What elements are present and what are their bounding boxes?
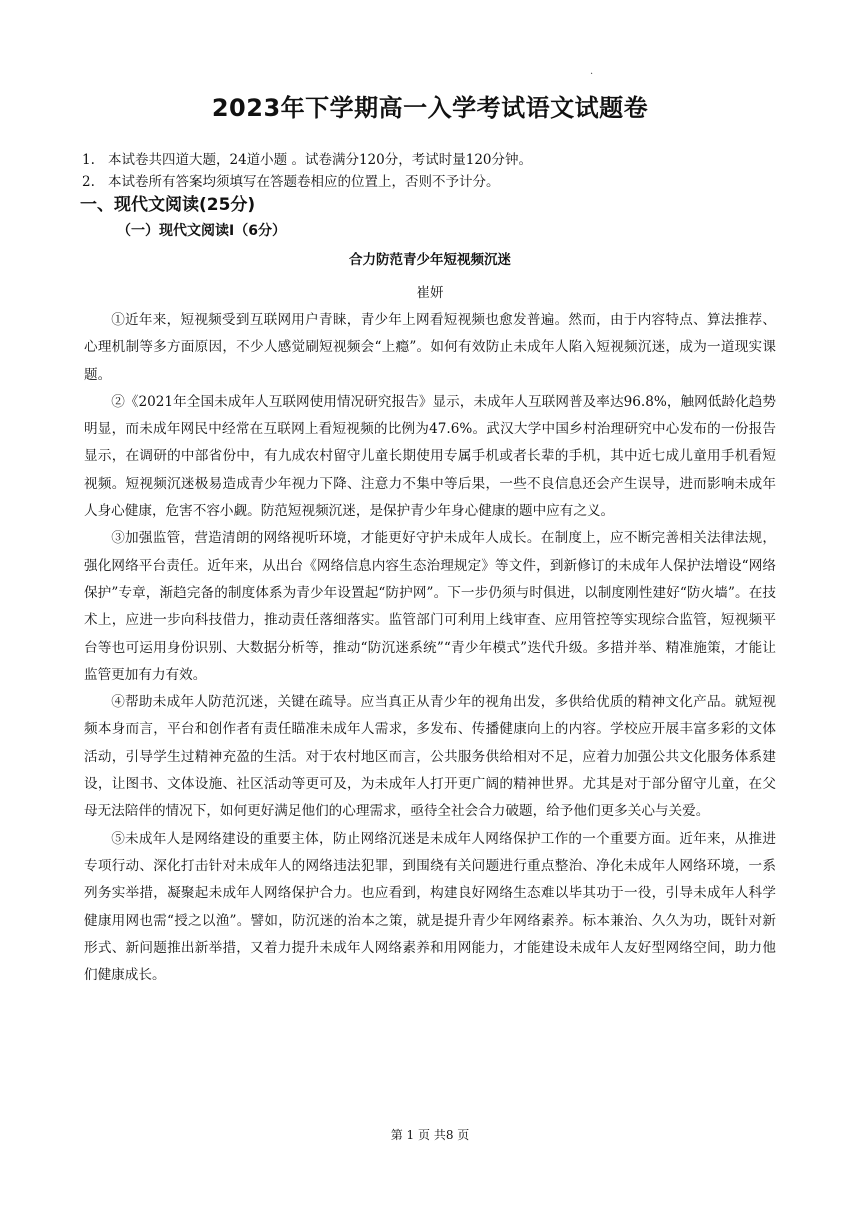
- instruction-number: 2.: [82, 174, 95, 190]
- article-paragraph: ①近年来，短视频受到互联网用户青睐，青少年上网看短视频也愈发普遍。然而，由于内容特点、算法推荐、心理机制等多方面原因，不少人感觉刷短视频会“上瘾”。如何有效防止未成年人陷入短视频沉迷，成为一道现实课题。: [84, 312, 776, 383]
- instruction-text: 本试卷共四道大题，24道小题 。试卷满分120分，考试时量120分钟。: [108, 152, 533, 168]
- article-paragraph: ④帮助未成年人防范沉迷，关键在疏导。应当真正从青少年的视角出发，多供给优质的精神文化产品。就短视频本身而言，平台和创作者有责任瞄准未成年人需求，多发布、传播健康向上的内容。学校应开展丰富多彩的文体活动，引导学生过精神充盈的生活。对于农村地区而言，公共服务供给相对不足，应着力加强公共文化服务体系建设，让图书、文体设施、社区活动等更可及，为未成年人打开更广阔的精神世界。尤其是对于部分留守儿童，在父母无法陪伴的情况下，如何更好满足他们的心理需求，亟待全社会合力破题，给予他们更多关心与关爱。: [84, 694, 776, 820]
- instruction-number: 1.: [82, 152, 95, 168]
- exam-title: 2023年下学期高一入学考试语文试题卷: [211, 94, 649, 122]
- page-footer: 第 1 页 共8 页: [390, 1128, 470, 1142]
- instruction-text: 本试卷所有答案均须填写在答题卷相应的位置上，否则不予计分。: [108, 174, 500, 190]
- section-heading: 一、现代文阅读(25分): [80, 195, 256, 215]
- instruction-item: [82, 172, 782, 192]
- article-paragraph: ⑤未成年人是网络建设的重要主体，防止网络沉迷是未成年人网络保护工作的一个重要方面。近年来，从推进专项行动、深化打击针对未成年人的网络违法犯罪，到围绕有关问题进行重点整治、净化未成年人网络环境，一系列务实举措，凝聚起未成年人网络保护合力。也应看到，构建良好网络生态难以毕其功于一役，引导未成年人科学健康用网也需“授之以渔”。譬如，防沉迷的治本之策，就是提升青少年网络素养。标本兼治、久久为功，既针对新形式、新问题推出新举措，又着力提升未成年人网络素养和用网能力，才能建设未成年人友好型网络空间，助力他们健康成长。: [84, 830, 776, 984]
- corner-mark: ·: [590, 69, 594, 80]
- article-title: 合力防范青少年短视频沉迷: [349, 252, 511, 268]
- article-body: [84, 307, 776, 989]
- article-author: 崔妍: [416, 285, 444, 301]
- instruction-item: [82, 150, 782, 170]
- article-paragraph: ②《2021年全国未成年人互联网使用情况研究报告》显示，未成年人互联网普及率达96.8%，触网低龄化趋势明显，而未成年网民中经常在互联网上看短视频的比例为47.6%。武汉大学中国乡村治理研究中心发布的一份报告显示，在调研的中部省份中，有九成农村留守儿童长期使用专属手机或者长辈的手机，其中近七成儿童用手机看短视频。短视频沉迷极易造成青少年视力下降、注意力不集中等后果，一些不良信息还会产生误导，进而影响未成年人身心健康，危害不容小觑。防范短视频沉迷，是保护青少年身心健康的题中应有之义。: [84, 393, 776, 520]
- article-paragraph: ③加强监管，营造清朗的网络视听环境，才能更好守护未成年人成长。在制度上，应不断完善相关法律法规，强化网络平台责任。近年来，从出台《网络信息内容生态治理规定》等文件，到新修订的未成年人保护法增设“网络保护”专章，渐趋完备的制度体系为青少年设置起“防护网”。下一步仍须与时俱进，以制度刚性建好“防火墙”。在技术上，应进一步向科技借力，推动责任落细落实。监管部门可利用上线审查、应用管控等实现综合监管，短视频平台等也可运用身份识别、大数据分析等，推动“防沉迷系统”“青少年模式”迭代升级。多措并举、精准施策，才能让监管更加有力有效。: [84, 530, 776, 683]
- subsection-heading: （一）现代文阅读Ⅰ（6分）: [117, 223, 286, 239]
